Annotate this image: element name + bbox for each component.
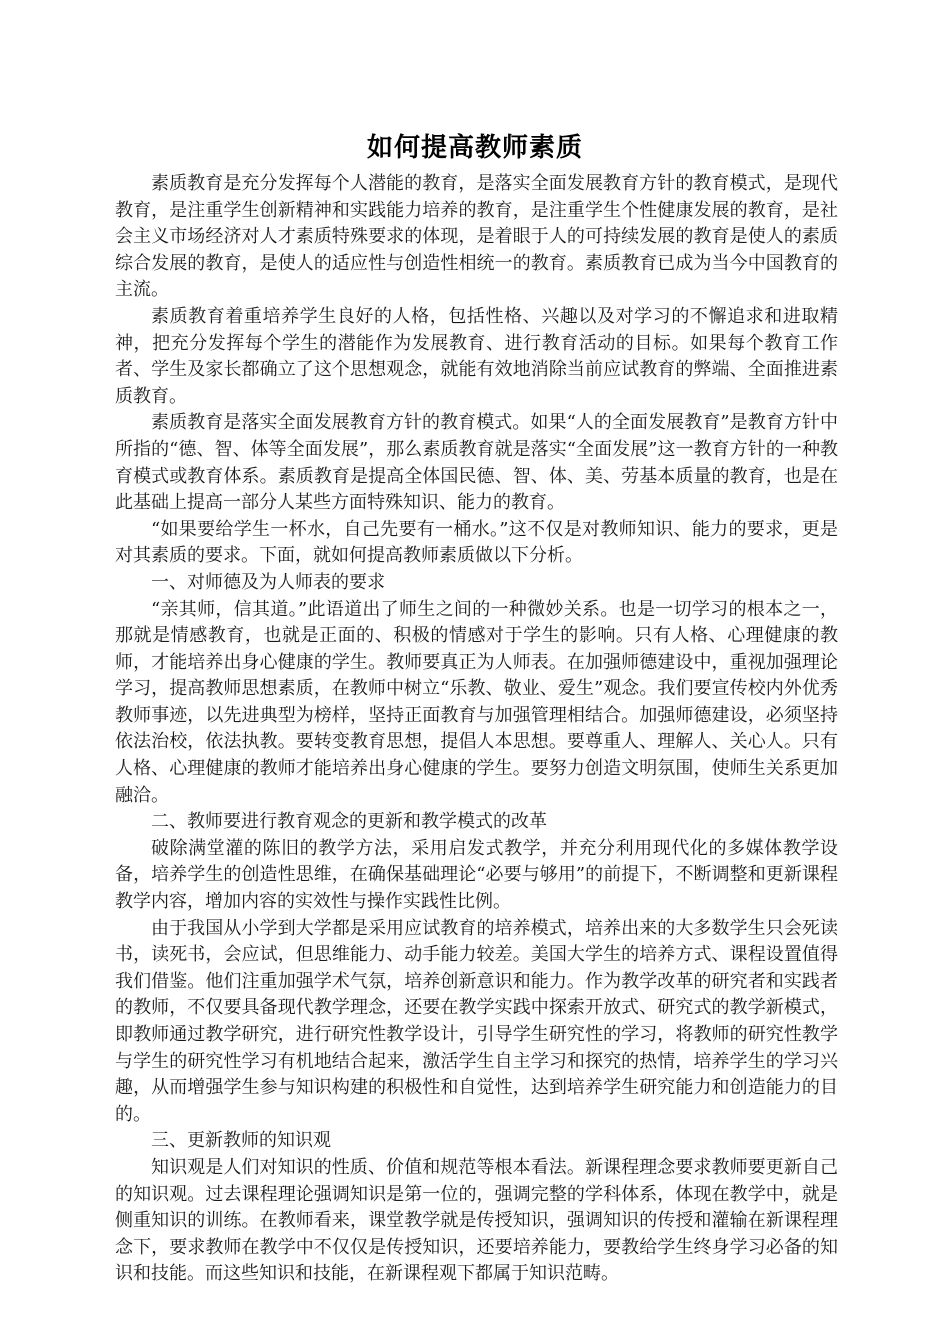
paragraph-bucket-of-water: “如果要给学生一杯水，自己先要有一桶水。”这不仅是对教师知识、能力的要求，更是对其素质的要求。下面，就如何提高教师素质做以下分析。 [115,518,838,567]
paragraph-intro: 素质教育是充分发挥每个人潜能的教育，是落实全面发展教育方针的教育模式，是现代教育，是注重学生创新精神和实践能力培养的教育，是注重学生个性健康发展的教育，是社会主义市场经济对人才素质特殊要求的体现，是着眼于人的可持续发展的教育是使人的素质综合发展的教育，是使人的适应性与创造性相统一的教育。素质教育已成为当今中国教育的主流。 [115,173,838,301]
paragraph-education-model: 素质教育是落实全面发展教育方针的教育模式。如果“人的全面发展教育”是教育方针中所指的“德、智、体等全面发展”，那么素质教育就是落实“全面发展”这一教育方针的一种教育模式或教育体系。素质教育是提高全体国民德、智、体、美、劳基本质量的教育，也是在此基础上提高一部分人某些方面特殊知识、能力的教育。 [115,412,838,514]
paragraph-teaching-methods: 破除满堂灌的陈旧的教学方法，采用启发式教学，并充分利用现代化的多媒体教学设备，培养学生的创造性思维，在确保基础理论“必要与够用”的前提下，不断调整和更新课程教学内容，增加内容的实效性与操作实践性比例。 [115,837,838,913]
paragraph-teacher-ethics: “亲其师，信其道。”此语道出了师生之间的一种微妙关系。也是一切学习的根本之一，那就是情感教育，也就是正面的、积极的情感对于学生的影响。只有人格、心理健康的教师，才能培养出身心健康的学生。教师要真正为人师表。在加强师德建设中，重视加强理论学习，提高教师思想素质，在教师中树立“乐教、敬业、爱生”观念。我们要宣传校内外优秀教师事迹，以先进典型为榜样，坚持正面教育与加强管理相结合。加强师德建设，必须坚持依法治校，依法执教。要转变教育思想，提倡人本思想。要尊重人、理解人、关心人。只有人格、心理健康的教师才能培养出身心健康的学生。要努力创造文明氛围，使师生关系更加融洽。 [115,598,838,806]
paragraph-personality: 素质教育着重培养学生良好的人格，包括性格、兴趣以及对学习的不懈追求和进取精神，把充分发挥每个学生的潜能作为发展教育、进行教育活动的目标。如果每个教育工作者、学生及家长都确立了这个思想观念，就能有效地消除当前应试教育的弊端、全面推进素质教育。 [115,305,838,407]
page-title: 如何提高教师素质 [366,133,583,163]
paragraph-knowledge-view: 知识观是人们对知识的性质、价值和规范等根本看法。新课程理念要求教师要更新自己的知识观。过去课程理论强调知识是第一位的，强调完整的学科体系，体现在教学中，就是侧重知识的训练。在教师看来，课堂教学就是传授知识，强调知识的传授和灌输在新课程理念下，要求教师在教学中不仅仅是传授知识，还要培养能力，要教给学生终身学习必备的知识和技能。而这些知识和技能，在新课程观下都属于知识范畴。 [115,1156,838,1285]
section-heading-2: 二、教师要进行教育观念的更新和教学模式的改革 [151,811,547,833]
document-body [115,171,838,1288]
section-heading-3: 三、更新教师的知识观 [151,1130,331,1152]
paragraph-research-teaching: 由于我国从小学到大学都是采用应试教育的培养模式，培养出来的大多数学生只会死读书，读死书，会应试，但思维能力、动手能力较差。美国大学生的培养方式、课程设置值得我们借鉴。他们注重加强学术气氛，培养创新意识和能力。作为教学改革的研究者和实践者的教师，不仅要具备现代教学理念，还要在教学实践中探索开放式、研究式的教学新模式，即教师通过教学研究，进行研究性教学设计，引导学生研究性的学习，将教师的研究性教学与学生的研究性学习有机地结合起来，激活学生自主学习和探究的热情，培养学生的学习兴趣，从而增强学生参与知识构建的积极性和自觉性，达到培养学生研究能力和创造能力的目的。 [115,917,838,1125]
section-heading-1: 一、对师德及为人师表的要求 [151,571,385,593]
